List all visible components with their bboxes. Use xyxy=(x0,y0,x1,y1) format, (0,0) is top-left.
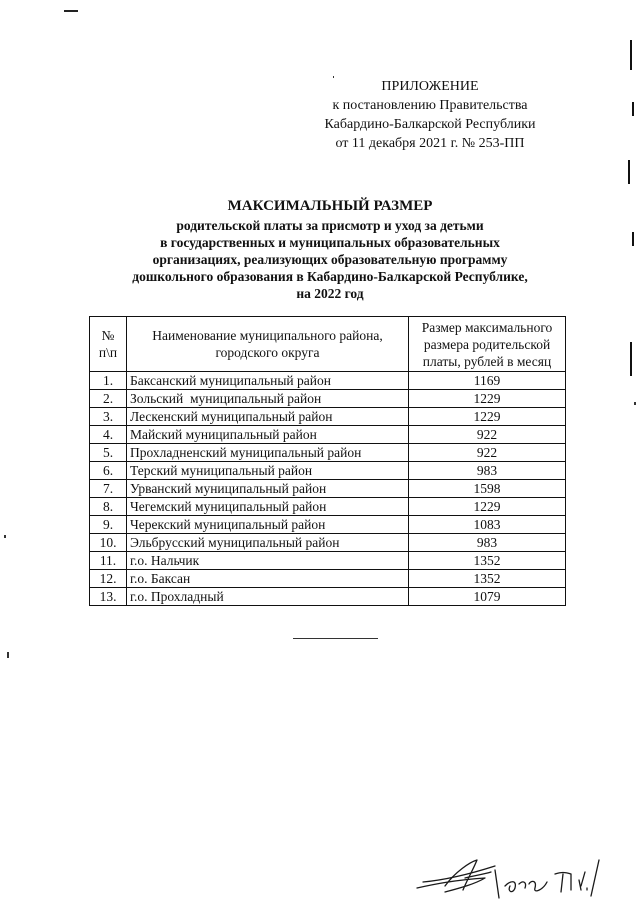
separator-line xyxy=(293,638,378,639)
row-name: г.о. Прохладный xyxy=(127,588,409,606)
row-number: 12. xyxy=(90,570,127,588)
scan-dot xyxy=(7,652,9,658)
title-line: на 2022 год xyxy=(296,286,364,301)
header-text: Размер максимального xyxy=(421,319,553,335)
table-row xyxy=(90,588,566,606)
row-value: 922 xyxy=(409,444,566,462)
row-value: 1229 xyxy=(409,390,566,408)
row-number: 8. xyxy=(90,498,127,516)
row-name: Лескенский муниципальный район xyxy=(127,408,409,426)
table-row xyxy=(90,534,566,552)
signature-stroke xyxy=(417,878,485,892)
appendix-line: к постановлению Правительства xyxy=(332,98,528,113)
row-value: 983 xyxy=(409,534,566,552)
row-name: Эльбрусский муниципальный район xyxy=(127,534,409,552)
scan-edge-mark xyxy=(628,160,630,184)
header-value xyxy=(409,317,566,372)
row-value: 922 xyxy=(409,426,566,444)
table-row xyxy=(90,390,566,408)
signature-stroke xyxy=(495,870,499,898)
row-name: Баксанский муниципальный район xyxy=(127,372,409,390)
signature-stroke xyxy=(465,872,491,878)
document-title xyxy=(80,198,580,302)
row-name: Черекский муниципальный район xyxy=(127,516,409,534)
header-name xyxy=(127,317,409,372)
row-number: 4. xyxy=(90,426,127,444)
row-number: 10. xyxy=(90,534,127,552)
row-number: 3. xyxy=(90,408,127,426)
scan-dot xyxy=(4,535,6,538)
header-text: № xyxy=(101,328,115,343)
row-number: 1. xyxy=(90,372,127,390)
scan-top-mark xyxy=(64,10,78,12)
row-value: 1083 xyxy=(409,516,566,534)
table-row xyxy=(90,516,566,534)
header-text: платы, рублей в месяц xyxy=(422,353,552,369)
row-number: 9. xyxy=(90,516,127,534)
header-text: городского округа xyxy=(215,345,320,360)
row-name: г.о. Нальчик xyxy=(127,552,409,570)
fees-table xyxy=(89,316,566,606)
row-number: 5. xyxy=(90,444,127,462)
title-line: организациях, реализующих образовательную программу xyxy=(152,252,508,267)
row-name: Чегемский муниципальный район xyxy=(127,498,409,516)
header-text: Наименование муниципального района, xyxy=(152,328,383,343)
row-name: Зольский муниципальный район xyxy=(127,390,409,408)
scan-edge-mark xyxy=(632,102,634,116)
header-text: размера родительской xyxy=(423,336,551,352)
signature-stroke xyxy=(579,872,587,890)
scan-edge-mark xyxy=(632,232,634,246)
row-number: 13. xyxy=(90,588,127,606)
row-value: 1169 xyxy=(409,372,566,390)
header-number xyxy=(90,317,127,372)
table-header-row xyxy=(90,317,566,372)
row-name: Терский муниципальный район xyxy=(127,462,409,480)
table-row xyxy=(90,426,566,444)
row-number: 7. xyxy=(90,480,127,498)
title-main: МАКСИМАЛЬНЫЙ РАЗМЕР xyxy=(227,198,433,214)
handwritten-signature xyxy=(415,850,610,902)
table-row xyxy=(90,408,566,426)
title-line: родительской платы за присмотр и уход за детьми xyxy=(176,218,484,233)
appendix-heading: ПРИЛОЖЕНИЕ xyxy=(381,79,479,94)
appendix-block xyxy=(300,77,560,153)
header-text: п\п xyxy=(98,345,118,360)
scan-edge-mark xyxy=(630,40,632,70)
row-value: 1229 xyxy=(409,408,566,426)
row-value: 1229 xyxy=(409,498,566,516)
signature-stroke xyxy=(591,860,599,896)
scan-edge-mark xyxy=(630,342,632,376)
appendix-line: от 11 декабря 2021 г. № 253-ПП xyxy=(335,136,525,151)
table-row xyxy=(90,444,566,462)
row-name: Урванский муниципальный район xyxy=(127,480,409,498)
row-number: 2. xyxy=(90,390,127,408)
table-row xyxy=(90,498,566,516)
row-name: Майский муниципальный район xyxy=(127,426,409,444)
row-name: г.о. Баксан xyxy=(127,570,409,588)
row-name: Прохладненский муниципальный район xyxy=(127,444,409,462)
row-value: 1598 xyxy=(409,480,566,498)
table-row xyxy=(90,372,566,390)
row-value: 1352 xyxy=(409,570,566,588)
table-row xyxy=(90,570,566,588)
signature-stroke xyxy=(555,873,571,893)
title-line: в государственных и муниципальных образовательных xyxy=(160,235,500,250)
row-number: 11. xyxy=(90,552,127,570)
row-value: 1352 xyxy=(409,552,566,570)
scan-dot xyxy=(634,402,636,405)
title-line: дошкольного образования в Кабардино-Балкарской Республике, xyxy=(132,269,528,284)
row-number: 6. xyxy=(90,462,127,480)
appendix-line: Кабардино-Балкарской Республики xyxy=(324,117,536,132)
table-row xyxy=(90,552,566,570)
signature-stroke xyxy=(505,881,547,891)
table-row xyxy=(90,462,566,480)
row-value: 983 xyxy=(409,462,566,480)
table-row xyxy=(90,480,566,498)
row-value: 1079 xyxy=(409,588,566,606)
